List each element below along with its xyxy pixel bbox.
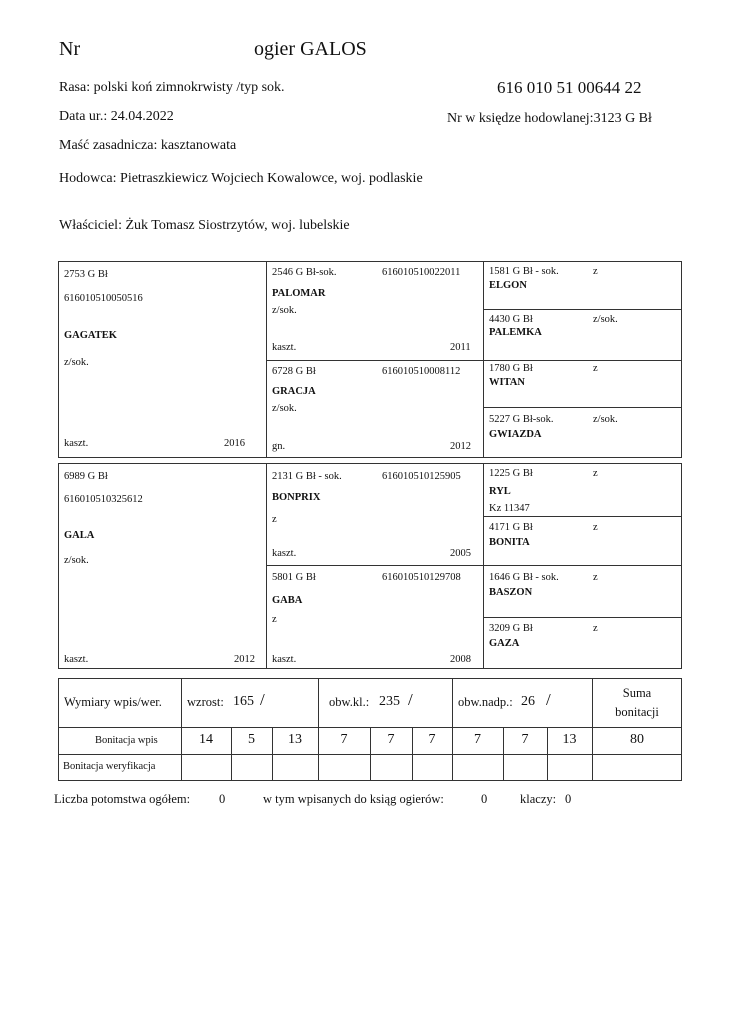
sire-type: z/sok. [64, 357, 89, 368]
score-cell: 13 [562, 732, 577, 747]
col-divider [318, 678, 319, 727]
nr-label: Nr [59, 38, 81, 60]
sire-sire-year: 2011 [450, 342, 471, 353]
breed: Rasa: polski koń zimnokrwisty /typ sok. [59, 80, 285, 95]
dam-name: GALA [64, 530, 95, 541]
divider [266, 463, 267, 669]
sire-dam-name: GRACJA [272, 386, 316, 397]
horse-title: ogier GALOS [254, 38, 367, 60]
dam-dam-reg: 5801 G Bł [272, 572, 316, 583]
dam-sire-type: z [272, 514, 277, 525]
offspring-mares: 0 [565, 792, 572, 806]
score-cell: 5 [248, 732, 255, 747]
studbook-number: Nr w księdze hodowlanej:3123 G Bł [447, 111, 652, 126]
score-cell: 7 [428, 732, 436, 747]
score-cell: 7 [521, 732, 529, 747]
cannon-label: obw.nadp.: [458, 695, 513, 709]
divider [266, 360, 483, 361]
breeder: Hodowca: Pietraszkiewicz Wojciech Kowalowce, woj. podlaskie [59, 171, 423, 186]
dd-sire-reg: 1646 G Bł - sok. [489, 572, 559, 583]
offspring-total: 0 [219, 792, 226, 806]
score-cell: 7 [474, 732, 481, 747]
dam-dam-color: kaszt. [272, 654, 297, 665]
ss-sire-type: z [593, 266, 598, 277]
ds-dam-type: z [593, 522, 598, 533]
dam-sire-color: kaszt. [272, 548, 297, 559]
divider [483, 407, 682, 408]
dam-sire-name: BONPRIX [272, 492, 321, 503]
height-slash: / [260, 690, 265, 709]
birth-date: Data ur.: 24.04.2022 [59, 109, 174, 124]
bonitacja-sum: 80 [630, 732, 644, 747]
dd-sire-type: z [593, 572, 598, 583]
sire-sire-type: z/sok. [272, 305, 297, 316]
dam-id: 616010510325612 [64, 494, 143, 505]
id-number: 616 010 51 00644 22 [497, 78, 642, 97]
dd-dam-reg: 3209 G Bł [489, 623, 533, 634]
sd-dam-reg: 5227 G Bł-sok. [489, 414, 554, 425]
col-divider [181, 678, 182, 781]
dam-sire-reg: 2131 G Bł - sok. [272, 471, 342, 482]
divider [483, 360, 682, 361]
measurements-label: Wymiary wpis/wer. [64, 695, 162, 709]
chest-label: obw.kl.: [329, 695, 370, 709]
offspring-mares-label: klaczy: [520, 792, 557, 806]
sire-year: 2016 [224, 438, 245, 449]
divider [483, 617, 682, 618]
sd-sire-type: z [593, 363, 598, 374]
col-divider [452, 678, 453, 727]
sire-name: GAGATEK [64, 330, 117, 341]
ds-sire-reg: 1225 G Bł [489, 468, 533, 479]
divider [483, 565, 682, 566]
cannon-value: 26 [521, 694, 535, 709]
dam-block-border [58, 463, 682, 669]
ds-dam-reg: 4171 G Bł [489, 522, 533, 533]
score-cell: 14 [199, 732, 213, 747]
bonitacja-weryfikacja-label: Bonitacja weryfikacja [63, 761, 156, 772]
dam-dam-id: 616010510129708 [382, 572, 461, 583]
sd-dam-type: z/sok. [593, 414, 618, 425]
sd-dam-name: GWIAZDA [489, 429, 542, 440]
color: Maść zasadnicza: kasztanowata [59, 138, 237, 153]
sire-dam-color: gn. [272, 441, 286, 452]
ds-sire-type: z [593, 468, 598, 479]
ds-sire-extra: Kz 11347 [489, 503, 530, 514]
score-cell: 7 [340, 732, 348, 747]
height-label: wzrost: [187, 695, 224, 709]
score-cell: 13 [288, 732, 302, 747]
sum-label-2: bonitacji [615, 705, 659, 719]
sire-dam-reg: 6728 G Bł [272, 366, 316, 377]
ss-dam-name: PALEMKA [489, 327, 542, 338]
ss-dam-type: z/sok. [593, 314, 618, 325]
offspring-total-label: Liczba potomstwa ogółem: [54, 792, 191, 806]
dam-reg: 6989 G Bł [64, 471, 108, 482]
divider [483, 309, 682, 310]
dam-dam-type: z [272, 614, 277, 625]
sum-label-1: Suma [622, 686, 652, 700]
sd-sire-reg: 1780 G Bł [489, 363, 533, 374]
dam-sire-year: 2005 [450, 548, 471, 559]
ss-sire-name: ELGON [489, 280, 527, 291]
owner: Właściciel: Żuk Tomasz Siostrzytów, woj. lubelskie [59, 218, 350, 233]
dd-dam-name: GAZA [489, 638, 520, 649]
sd-sire-name: WITAN [489, 377, 525, 388]
cannon-slash: / [546, 690, 551, 709]
sire-dam-year: 2012 [450, 441, 471, 452]
ds-sire-name: RYL [489, 486, 511, 497]
offspring-stallions-label: w tym wpisanych do ksiąg ogierów: [263, 792, 444, 806]
divider [483, 516, 682, 517]
dd-dam-type: z [593, 623, 598, 634]
sire-sire-id: 616010510022011 [382, 267, 461, 278]
ss-sire-reg: 1581 G Bł - sok. [489, 266, 559, 277]
dam-dam-year: 2008 [450, 654, 471, 665]
bonitacja-wpis-label: Bonitacja wpis [95, 735, 158, 746]
ds-dam-name: BONITA [489, 537, 530, 548]
divider [266, 565, 483, 566]
sire-dam-type: z/sok. [272, 403, 297, 414]
dam-year: 2012 [234, 654, 255, 665]
chest-value: 235 [379, 694, 400, 709]
score-cell: 7 [387, 732, 395, 747]
sire-id: 616010510050516 [64, 293, 143, 304]
dam-dam-name: GABA [272, 595, 303, 606]
sire-sire-name: PALOMAR [272, 288, 326, 299]
sire-dam-id: 616010510008112 [382, 366, 461, 377]
offspring-stallions: 0 [481, 792, 488, 806]
sire-color: kaszt. [64, 438, 89, 449]
dd-sire-name: BASZON [489, 587, 533, 598]
height-value: 165 [233, 694, 254, 709]
sire-sire-color: kaszt. [272, 342, 297, 353]
ss-dam-reg: 4430 G Bł [489, 314, 533, 325]
sire-sire-reg: 2546 G Bł-sok. [272, 267, 337, 278]
dam-color: kaszt. [64, 654, 89, 665]
sire-reg: 2753 G Bł [64, 269, 108, 280]
chest-slash: / [408, 690, 413, 709]
divider [483, 463, 484, 669]
dam-sire-id: 616010510125905 [382, 471, 461, 482]
dam-type: z/sok. [64, 555, 89, 566]
